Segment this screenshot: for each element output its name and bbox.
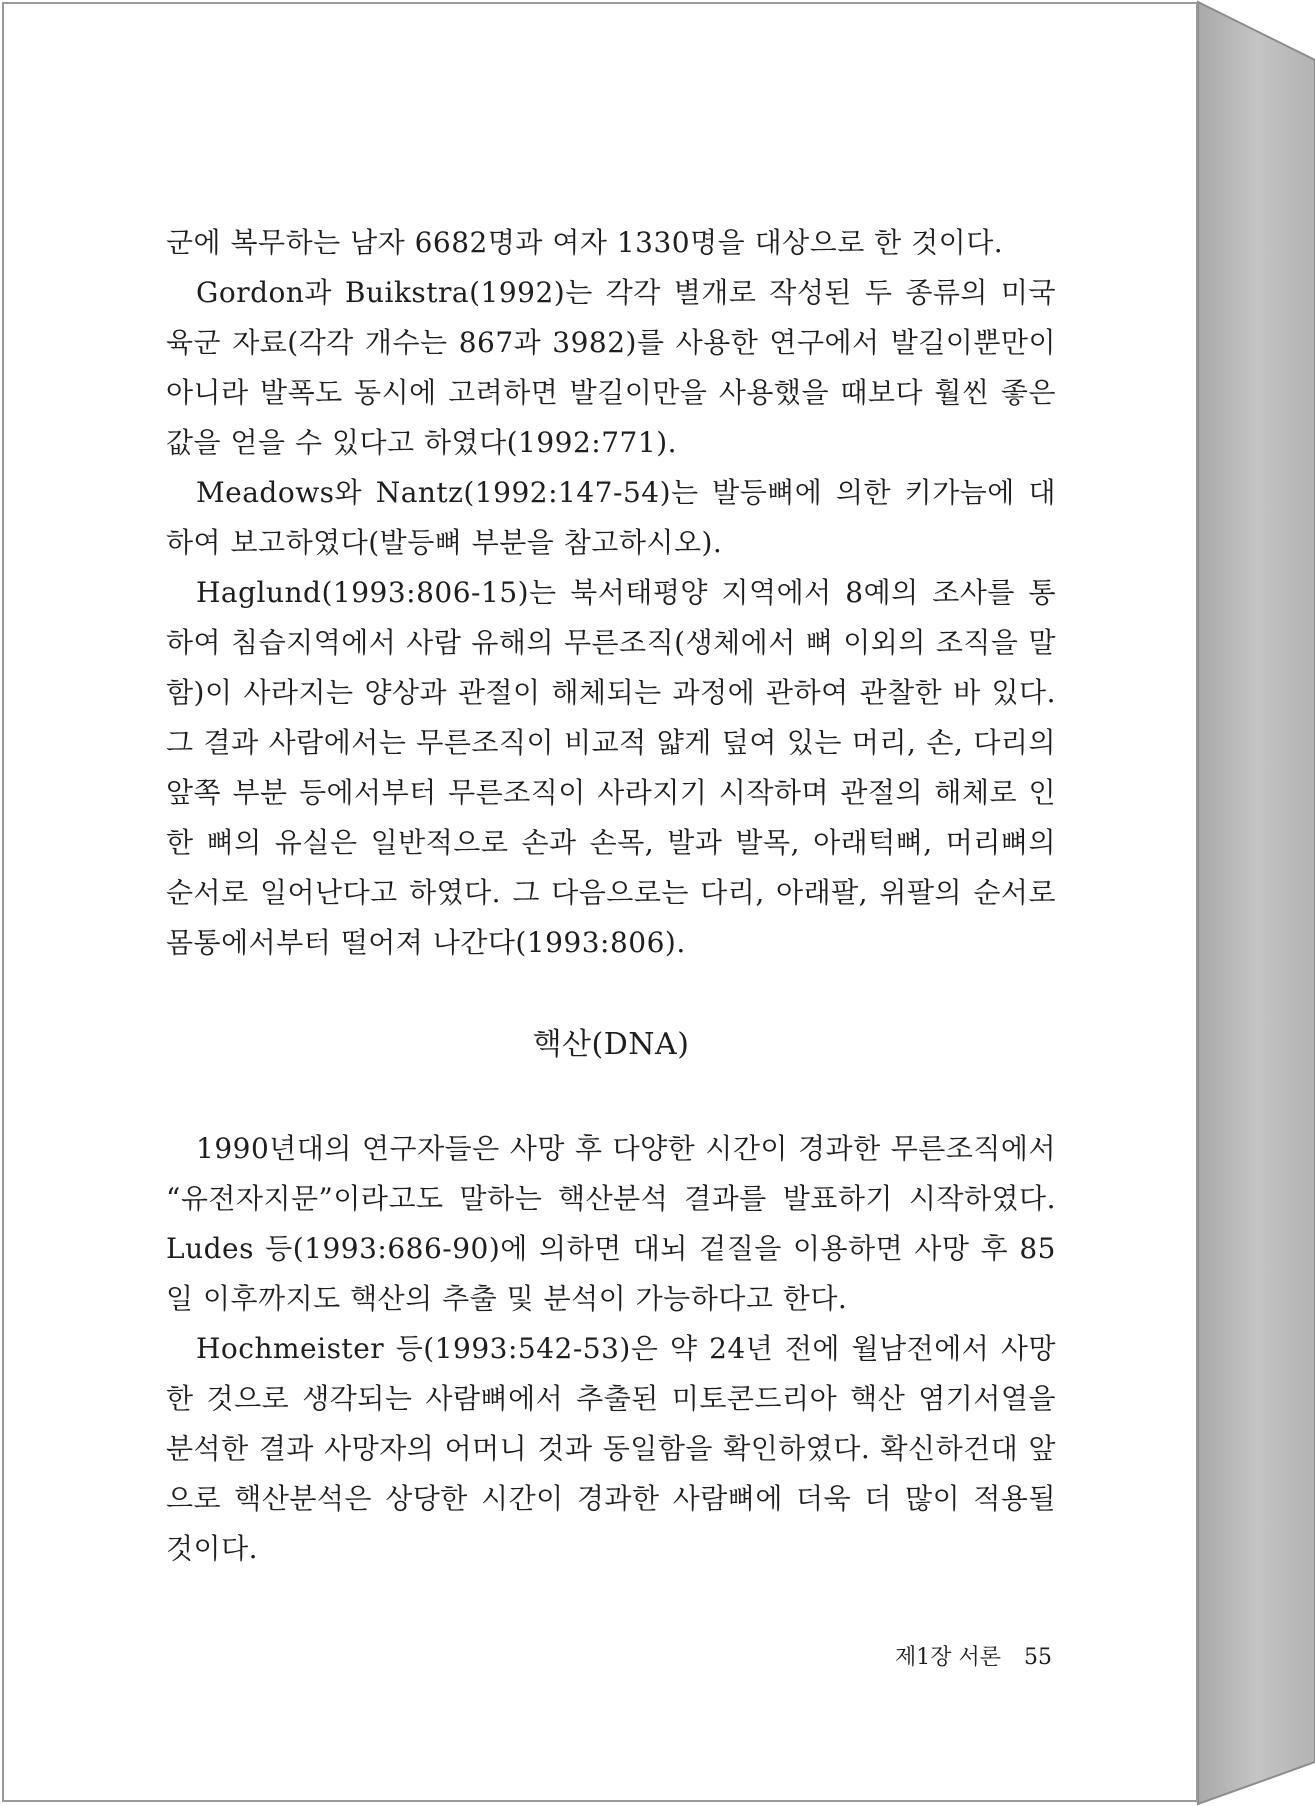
paragraph: 군에 복무하는 남자 6682명과 여자 1330명을 대상으로 한 것이다. (166, 226, 1004, 259)
paragraph: Gordon과 Buikstra(1992)는 각각 별개로 작성된 두 종류의 미국 육군 자료(각각 개수는 867과 3982)를 사용한 연구에서 발길이뿐만이 아니라 발폭도 동시에 고려하면 발길이만을 사용했을 때보다 훨씬 좋은 값을 얻을 수 있다고 하였다(1992:771). (166, 276, 1056, 459)
paragraph: Hochmeister 등(1993:542-53)은 약 24년 전에 월남전에서 사망한 것으로 생각되는 사람뼈에서 추출된 미토콘드리아 핵산 염기서열을 분석한 결과 사망자의 어머니 것과 동일함을 확인하였다. 확신하건대 앞으로 핵산분석은 상당한 시간이 경과한 사람뼈에 더욱 더 많이 적용될 것이다. (166, 1332, 1056, 1565)
page-body (166, 218, 1056, 1574)
paragraph-group-bottom (166, 1124, 1056, 1574)
page-footer (895, 1643, 1052, 1673)
paragraph: 1990년대의 연구자들은 사망 후 다양한 시간이 경과한 무른조직에서 “유전자지문”이라고도 말하는 핵산분석 결과를 발표하기 시작하였다. Ludes 등(1993:686-90)에 의하면 대뇌 겉질을 이용하면 사망 후 85일 이후까지도 핵산의 추출 및 분석이 가능하다고 한다. (166, 1132, 1056, 1315)
book-page (2, 2, 1198, 1802)
paragraph: Meadows와 Nantz(1992:147-54)는 발등뼈에 의한 키가늠에 대하여 보고하였다(발등뼈 부분을 참고하시오). (166, 476, 1056, 559)
paragraph: Haglund(1993:806-15)는 북서태평양 지역에서 8예의 조사를 통하여 침습지역에서 사람 유해의 무른조직(생체에서 뼈 이외의 조직을 말함)이 사라지는 양상과 관절이 해체되는 과정에 관하여 관찰한 바 있다. 그 결과 사람에서는 무른조직이 비교적 얇게 덮여 있는 머리, 손, 다리의 앞쪽 부분 등에서부터 무른조직이 사라지기 시작하며 관절의 해체로 인한 뼈의 유실은 일반적으로 손과 손목, 발과 발목, 아래턱뼈, 머리뼈의 순서로 일어난다고 하였다. 그 다음으로는 다리, 아래팔, 위팔의 순서로 몸통에서부터 떨어져 나간다(1993:806). (166, 576, 1056, 959)
section-heading: 핵산(DNA) (532, 1027, 690, 1062)
paragraph-group-top (166, 218, 1056, 968)
chapter-title: 제1장 서론 (895, 1645, 1001, 1670)
page-number: 55 (1024, 1645, 1052, 1670)
